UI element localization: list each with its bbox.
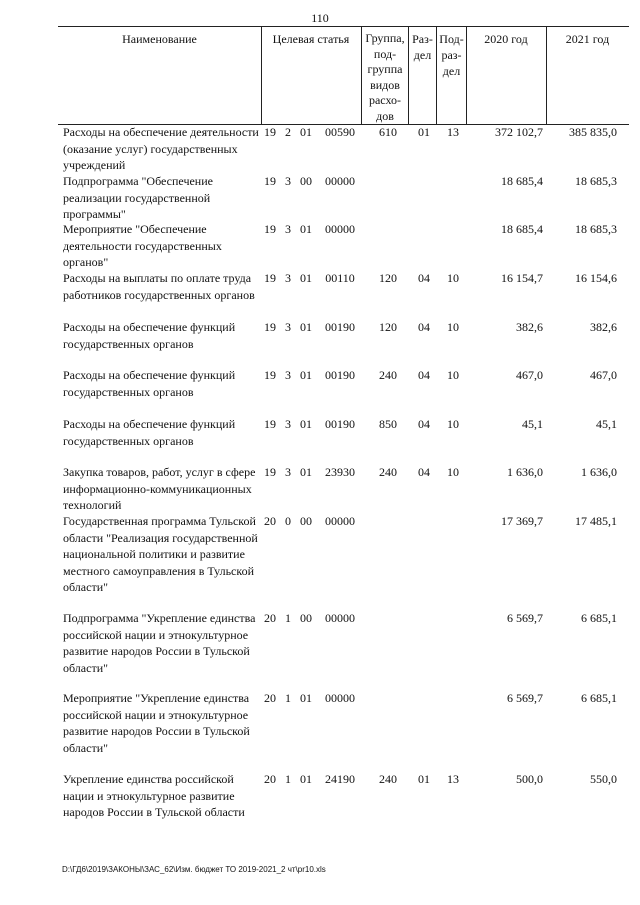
header-group: Группа, под- группа видов расхо- дов [365,31,405,123]
cell-rz: 04 [418,417,430,431]
cell-name: Государственная программа Тульской области "Реализация государственной национальной политики и развитие местного самоуправления в Тульской области" [63,514,258,594]
cell-a: 20 [264,691,276,705]
cell-y2021: 550,0 [590,772,617,786]
cell-b: 1 [285,611,291,625]
cell-d: 00110 [325,271,355,285]
table-row [0,270,640,302]
cell-rz: 01 [418,772,430,786]
cell-y2021: 6 685,1 [581,611,617,625]
cell-vr: 120 [379,320,397,334]
table-row [0,221,640,269]
cell-a: 19 [264,465,276,479]
table-row [0,690,640,755]
cell-vr: 240 [379,465,397,479]
cell-a: 20 [264,772,276,786]
cell-b: 2 [285,125,291,139]
cell-rz: 01 [418,125,430,139]
cell-c: 01 [300,772,312,786]
cell-c: 01 [300,417,312,431]
cell-name: Подпрограмма "Обеспечение реализации государственной программы" [63,174,213,221]
header-target: Целевая статья [272,32,350,46]
cell-y2020: 16 154,7 [501,271,543,285]
cell-c: 00 [300,514,312,528]
cell-y2020: 18 685,4 [501,222,543,236]
cell-d: 23930 [325,465,355,479]
cell-name: Закупка товаров, работ, услуг в сфере информационно-коммуникационных технологий [63,465,256,512]
cell-y2020: 6 569,7 [507,691,543,705]
cell-d: 00190 [325,368,355,382]
table-row [0,319,640,351]
cell-name: Расходы на выплаты по оплате труда работников государственных органов [63,271,255,302]
cell-a: 19 [264,368,276,382]
cell-b: 0 [285,514,291,528]
cell-y2021: 1 636,0 [581,465,617,479]
cell-pr: 10 [447,368,459,382]
cell-y2020: 45,1 [522,417,543,431]
cell-vr: 240 [379,368,397,382]
cell-y2020: 500,0 [516,772,543,786]
cell-d: 00000 [325,611,355,625]
cell-name: Подпрограмма "Укрепление единства российской нации и этнокультурное развитие народов России в Тульской области" [63,611,256,675]
cell-name: Расходы на обеспечение функций государственных органов [63,417,236,448]
cell-y2021: 385 835,0 [569,125,617,139]
cell-c: 01 [300,222,312,236]
cell-d: 00000 [325,174,355,188]
cell-rz: 04 [418,465,430,479]
cell-c: 01 [300,691,312,705]
header-subsection: Под- раз- дел [439,32,464,78]
cell-b: 3 [285,271,291,285]
cell-vr: 120 [379,271,397,285]
cell-b: 3 [285,368,291,382]
cell-d: 00190 [325,320,355,334]
cell-a: 20 [264,611,276,625]
cell-d: 00000 [325,222,355,236]
table-row [0,173,640,221]
cell-vr: 610 [379,125,397,139]
cell-d: 00590 [325,125,355,139]
cell-y2021: 6 685,1 [581,691,617,705]
table-row [0,464,640,512]
cell-pr: 10 [447,465,459,479]
cell-b: 3 [285,222,291,236]
cell-pr: 13 [447,772,459,786]
cell-vr: 240 [379,772,397,786]
header-section: Раз- дел [412,32,433,62]
cell-y2021: 18 685,3 [575,174,617,188]
cell-a: 19 [264,417,276,431]
cell-b: 3 [285,174,291,188]
cell-a: 19 [264,125,276,139]
cell-d: 00190 [325,417,355,431]
cell-pr: 10 [447,320,459,334]
page-number: 110 [311,11,329,25]
cell-b: 3 [285,465,291,479]
cell-d: 00000 [325,691,355,705]
cell-pr: 13 [447,125,459,139]
cell-a: 19 [264,271,276,285]
cell-y2020: 372 102,7 [495,125,543,139]
cell-y2021: 16 154,6 [575,271,617,285]
cell-y2021: 382,6 [590,320,617,334]
cell-c: 01 [300,271,312,285]
cell-name: Укрепление единства российской нации и этнокультурное развитие народов России в Тульской области [63,772,245,819]
cell-d: 24190 [325,772,355,786]
cell-b: 3 [285,417,291,431]
file-path-footer: D:\ГД6\2019\ЗАКОНЫ\ЗАС_62\Изм. бюджет ТО 2019-2021_2 чт\pr10.xls [62,865,326,874]
cell-a: 20 [264,514,276,528]
header-2020: 2020 год [484,32,528,46]
table-row [0,416,640,448]
cell-b: 3 [285,320,291,334]
cell-y2020: 6 569,7 [507,611,543,625]
cell-y2021: 467,0 [590,368,617,382]
cell-y2020: 17 369,7 [501,514,543,528]
cell-name: Мероприятие "Укрепление единства российской нации и этнокультурное развитие народов России в Тульской области" [63,691,250,755]
cell-y2021: 18 685,3 [575,222,617,236]
cell-c: 01 [300,465,312,479]
table-row [0,124,640,172]
cell-c: 01 [300,320,312,334]
cell-y2020: 467,0 [516,368,543,382]
cell-b: 1 [285,772,291,786]
cell-c: 00 [300,611,312,625]
cell-c: 00 [300,174,312,188]
table-header [58,26,629,125]
cell-y2021: 17 485,1 [575,514,617,528]
cell-a: 19 [264,222,276,236]
cell-rz: 04 [418,320,430,334]
cell-pr: 10 [447,271,459,285]
cell-d: 00000 [325,514,355,528]
cell-pr: 10 [447,417,459,431]
header-name: Наименование [122,32,197,46]
table-row [0,513,640,594]
cell-a: 19 [264,174,276,188]
table-row [0,771,640,819]
cell-vr: 850 [379,417,397,431]
cell-a: 19 [264,320,276,334]
cell-rz: 04 [418,271,430,285]
cell-name: Расходы на обеспечение функций государственных органов [63,320,236,351]
cell-y2021: 45,1 [596,417,617,431]
cell-c: 01 [300,368,312,382]
cell-y2020: 1 636,0 [507,465,543,479]
cell-name: Расходы на обеспечение функций государственных органов [63,368,236,399]
cell-y2020: 382,6 [516,320,543,334]
cell-c: 01 [300,125,312,139]
cell-name: Мероприятие "Обеспечение деятельности государственных органов" [63,222,222,269]
cell-y2020: 18 685,4 [501,174,543,188]
cell-name: Расходы на обеспечение деятельности (оказание услуг) государственных учреждений [63,125,259,172]
cell-rz: 04 [418,368,430,382]
cell-b: 1 [285,691,291,705]
header-2021: 2021 год [565,32,610,46]
table-row [0,367,640,399]
table-row [0,610,640,675]
